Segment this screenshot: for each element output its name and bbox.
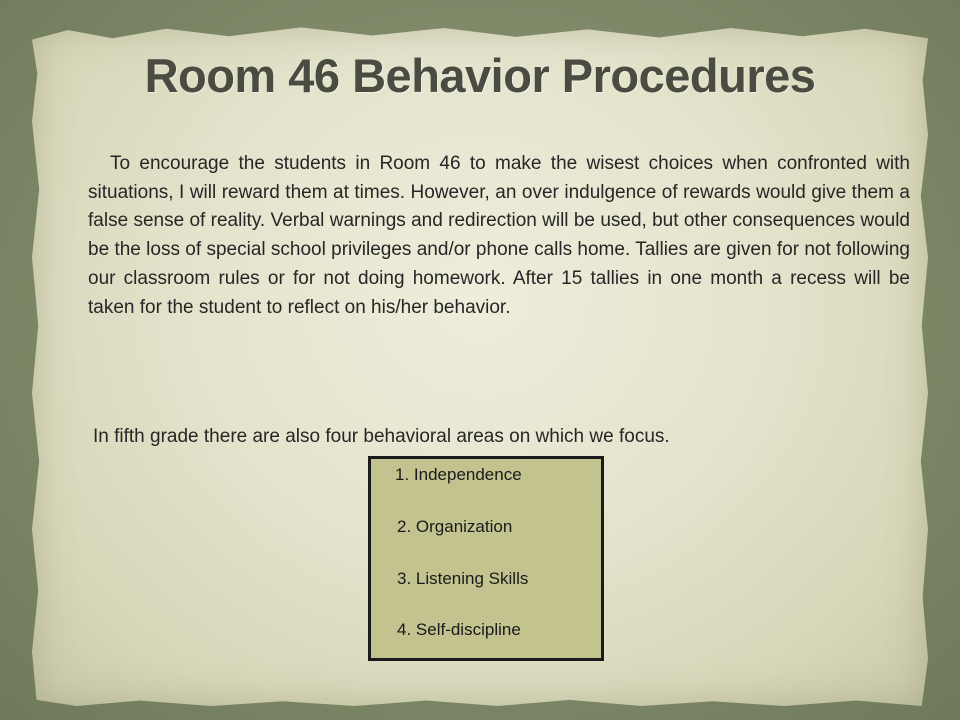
behavioral-areas-box (368, 456, 604, 661)
area-item-independence: 1. Independence (395, 465, 522, 484)
area-item-self-discipline: 4. Self-discipline (397, 620, 521, 639)
procedures-paragraph: To encourage the students in Room 46 to make the wisest choices when confronted with situations, I will reward them at times. However, an over indulgence of rewards would give them a false sense of reality. Verbal warnings and redirection will be used, but other consequences would be the loss of special school privileges and/or phone calls home. Tallies are given for not following our classroom rules or for not doing homework. After 15 tallies in one month a recess will be taken for the student to reflect on his/her behavior. (88, 153, 910, 318)
area-item-listening-skills: 3. Listening Skills (397, 569, 529, 588)
behavioral-areas-intro: In fifth grade there are also four behavioral areas on which we focus. (93, 426, 670, 447)
page-title: Room 46 Behavior Procedures (144, 49, 816, 102)
area-item-organization: 2. Organization (397, 517, 513, 536)
